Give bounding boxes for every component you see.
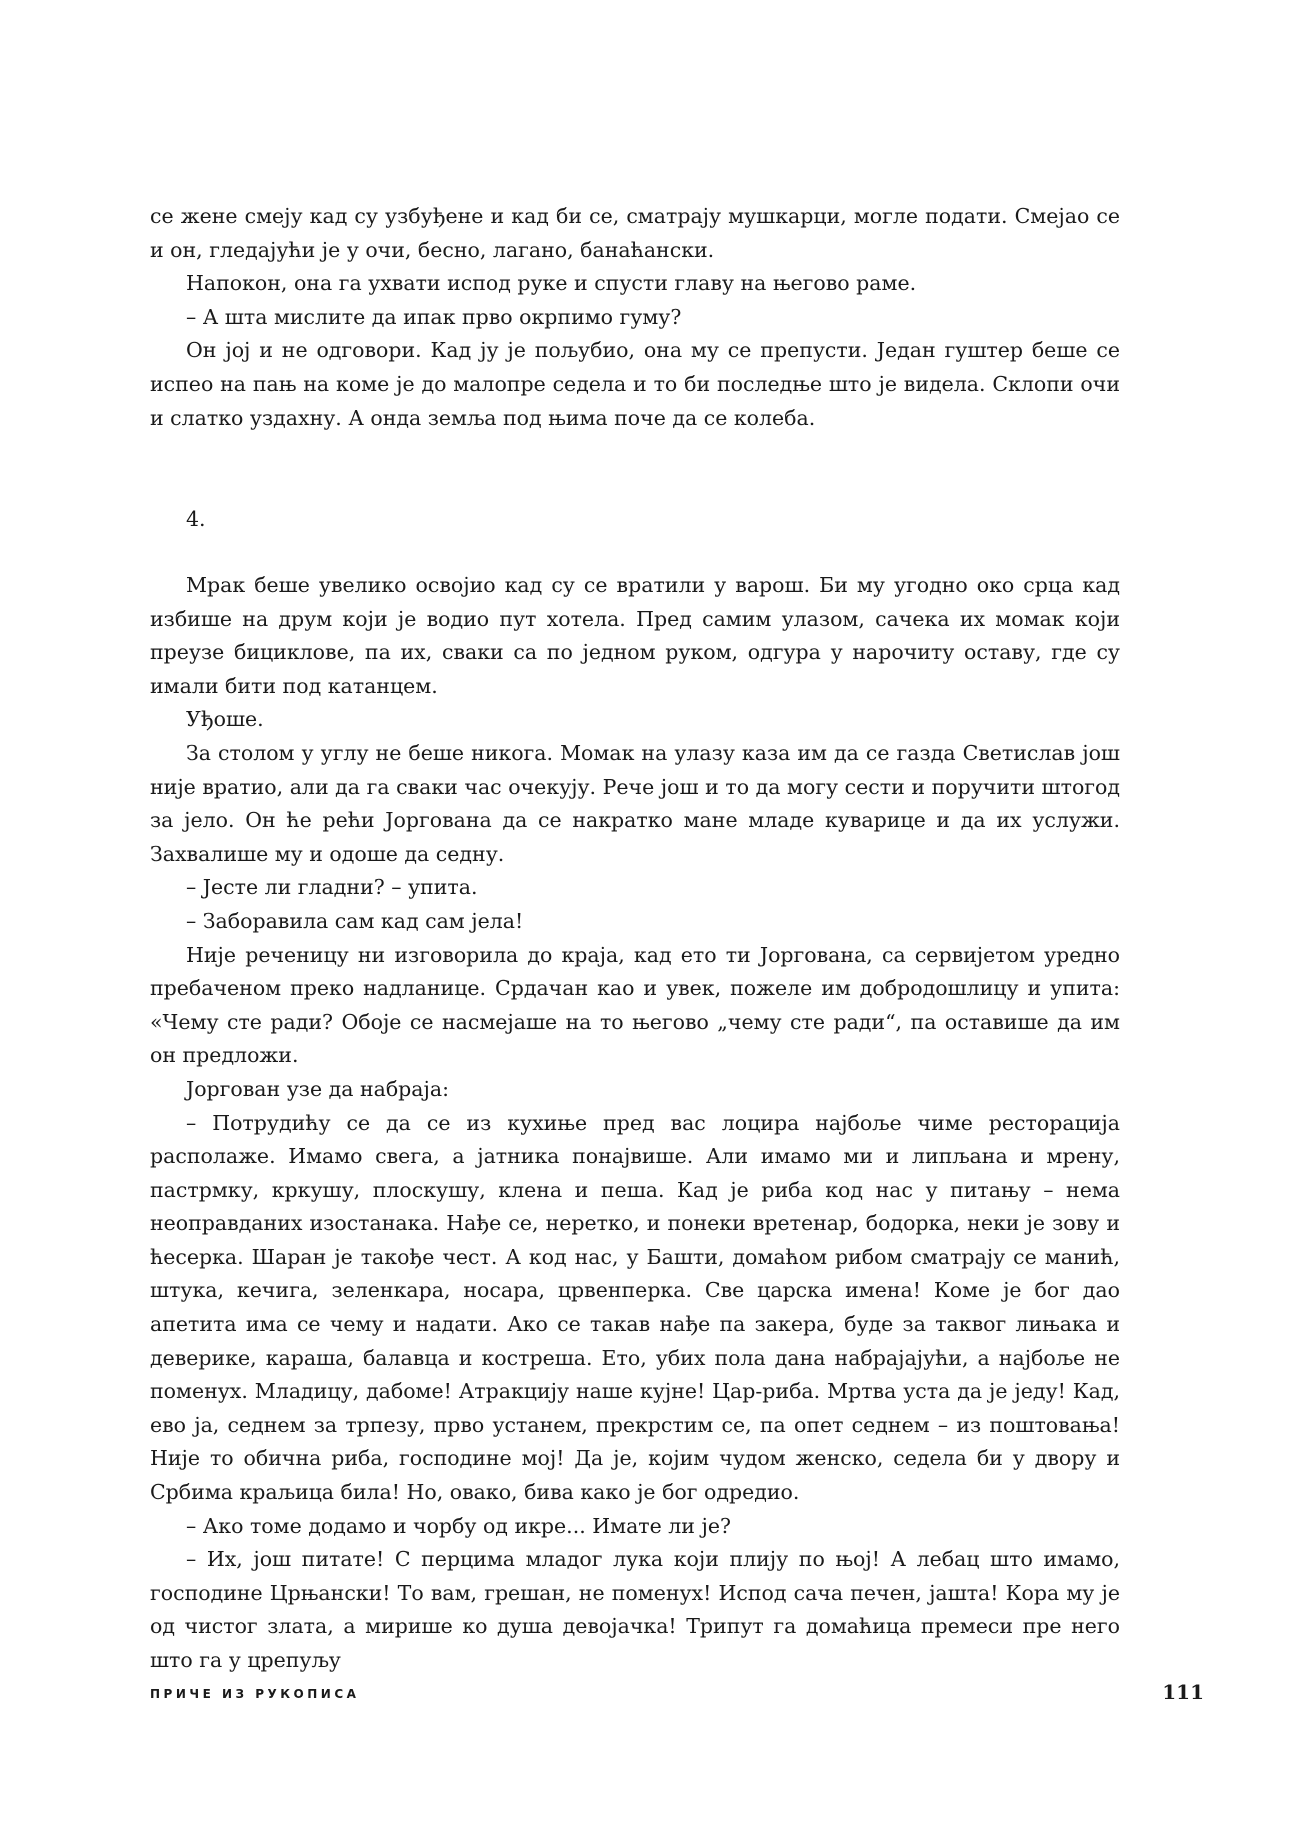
paragraph: – Заборавила сам кад сам јела!	[186, 908, 524, 933]
section-number: 4.	[186, 507, 206, 531]
running-footer-title: ПРИЧЕ ИЗ РУКОПИСА	[150, 1687, 360, 1701]
paragraph: – Потрудићу се да се из кухиње пред вас лоцира најбоље чиме ресторација располаже. Имамо свега, а јатника понајвише. Али имамо ми и липљана и мрену, пастрмку, кркушу, плоскушу, клена и пеша. Кад је риба код нас у питању – нема неоправданих изостанака. Нађе се, неретко, и понеки вретенар, бодорка, неки је зову и ћесерка. Шаран је такође чест. А код нас, у Башти, домаћом рибом сматрају се манић, штука, кечига, зеленкара, носара, црвенперка. Све царска имена! Коме је бог дао апетита има се чему и надати. Ако се такав нађе па закера, буде за таквог лињака и деверике, караша, балавца и костреша. Ето, убих пола дана набрајајући, а најбоље не поменух. Младицу, дабоме! Атракцију наше кујне! Цар-риба. Мртва уста да је једу! Кад, ево ја, седнем за трпезу, прво устанем, прекрстим се, па опет седнем – из поштовања! Није то обична риба, господине мој! Да је, којим чудом женско, седела би у двору и Србима краљица била! Но, овако, бива како је бог одредио.	[150, 1110, 1120, 1505]
paragraph: – Их, још питате! С перцима младог лука који плију по њој! А лебац што имамо, господине Црњански! То вам, грешан, не поменух! Испод сача печен, јашта! Кора му је од чистог злата, а мирише ко душа девојачка! Трипут га домаћица премеси пре него што га у црепуљу	[150, 1547, 1120, 1672]
paragraph: Мрак беше увелико освојио кад су се вратили у варош. Би му угодно око срца кад избише на друм који је водио пут хотела. Пред самим улазом, сачека их момак који преузе бициклове, па их, сваки са по једном руком, одгура у нарочиту оставу, где су имали бити под катанцем.	[150, 573, 1120, 698]
paragraph: – Ако томе додамо и чорбу од икре... Имате ли је?	[186, 1513, 731, 1538]
paragraph: За столом у углу не беше никога. Момак на улазу каза им да се газда Светислав још није вратио, али да га сваки час очекују. Рече још и то да могу сести и поручити штогод за јело. Он ће рећи Јоргована да се накратко мане младе куварице и да их услужи. Захвалише му и одоше да седну.	[150, 740, 1120, 866]
paragraph: се жене смеју кад су узбуђене и кад би се, сматрају мушкарци, могле подати. Смејао се и он, гледајући је у очи, бесно, лагано, банаћански.	[150, 204, 1120, 262]
text-block-top	[150, 200, 1120, 435]
paragraph: – Јесте ли гладни? – упита.	[186, 875, 478, 900]
paragraph: Јоргован узе да набраја:	[186, 1076, 450, 1101]
text-block-main	[150, 569, 1120, 1678]
paragraph: – А шта мислите да ипак прво окрпимо гуму?	[186, 304, 682, 329]
paragraph: Није реченицу ни изговорила до краја, кад ето ти Јоргована, са сервијетом уредно пребаченом преко надланице. Срдачан као и увек, пожеле им добродошлицу и упита: «Чему сте ради? Обоје се насмејаше на то његово „чему сте ради“, па оставише да им он предложи.	[150, 942, 1120, 1068]
paragraph: Он јој и не одговори. Кад ју је пољубио, она му се препусти. Један гуштер беше се испео на пањ на коме је до малопре седела и то би последње што је видела. Склопи очи и слатко уздахну. А онда земља под њима поче да се колеба.	[150, 338, 1120, 430]
paragraph: Напокон, она га ухвати испод руке и спусти главу на његово раме.	[186, 271, 917, 296]
page-number: 111	[1162, 1680, 1204, 1704]
paragraph: Уђоше.	[186, 707, 264, 732]
